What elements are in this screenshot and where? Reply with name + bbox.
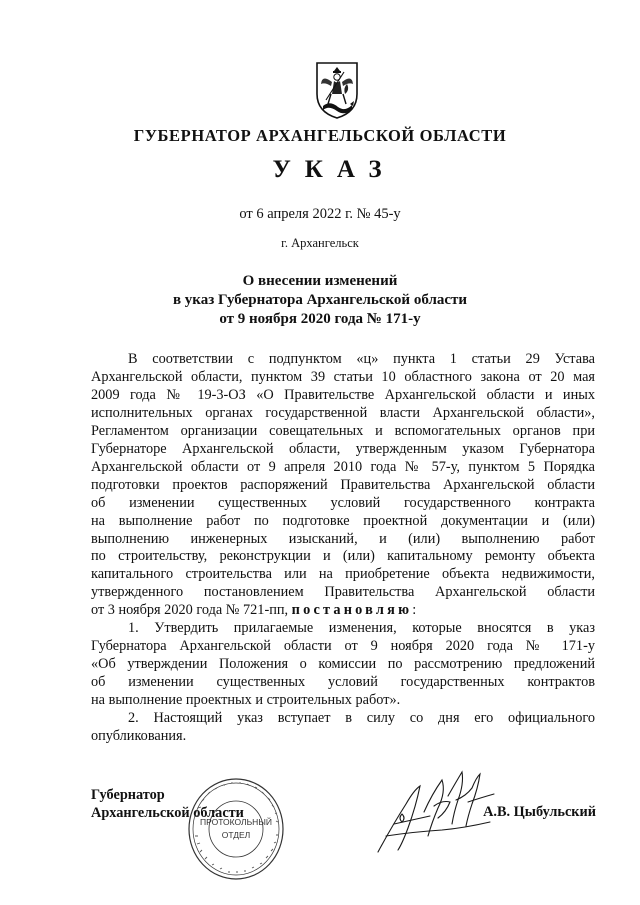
- preamble-colon: :: [412, 602, 417, 619]
- preamble-line: 2009 года № 19-3-ОЗ «О Правительстве Архангельской области и иных: [91, 386, 595, 403]
- decree-city: г. Архангельск: [281, 236, 359, 250]
- subject-line: от 9 ноября 2020 года № 171-у: [219, 311, 421, 327]
- preamble-line: Губернаторе Архангельской области, утвержденным указом Губернатора: [91, 440, 595, 457]
- stamp-text-line: ПРОТОКОЛЬНЫЙ: [200, 817, 272, 827]
- decree-heading: УКАЗ: [272, 156, 396, 183]
- item-2-line: опубликования.: [91, 728, 187, 745]
- preamble-line: выполнению инженерных изысканий, и (или) выполнению работ: [91, 530, 595, 547]
- official-stamp: [186, 776, 286, 882]
- decree-body: [91, 351, 595, 746]
- preamble-line: капитального строительства или на приобретение объекта недвижимости,: [91, 566, 595, 583]
- preamble-line: исполнительных органах государственной власти Архангельской области»,: [91, 404, 595, 421]
- preamble-line: В соответствии с подпунктом «ц» пункта 1 статьи 29 Устава: [128, 351, 595, 367]
- signatory-name: А.В. Цыбульский: [483, 804, 596, 820]
- item-1-line: об изменении существенных условий государственных контрактов: [91, 674, 595, 691]
- preamble-line: Регламентом организации совещательных и вспомогательных органов при: [91, 422, 595, 439]
- item-1-line: Губернатора Архангельской области от 9 ноября 2020 года № 171-у: [91, 638, 595, 655]
- item-2-line: 2. Настоящий указ вступает в силу со дня его официального: [128, 710, 595, 727]
- preamble-line: утвержденного постановлением Правительства Архангельской области: [91, 584, 595, 601]
- preamble-line: Архангельской области от 9 апреля 2010 года № 57-у, пунктом 5 Порядка: [91, 458, 595, 475]
- item-1-line: на выполнение проектных и строительных работ».: [91, 692, 401, 709]
- decree-date-number: от 6 апреля 2022 г. № 45-у: [239, 206, 401, 222]
- handwritten-signature: [372, 766, 500, 858]
- preamble-line: подготовки проектов распоряжений Правительства Архангельской области: [91, 476, 595, 493]
- preamble-last-text: от 3 ноября 2020 года № 721-пп,: [91, 602, 289, 619]
- preamble-last-line: [91, 602, 595, 620]
- preamble-line: Архангельской области, пунктом 39 статьи 10 областного закона от 20 мая: [91, 368, 595, 385]
- signatory-title-line: Архангельской области: [91, 805, 244, 821]
- subject-line: О внесении изменений: [242, 273, 398, 289]
- signatory-title-line: Губернатор: [91, 787, 165, 803]
- item-1-line: 1. Утвердить прилагаемые изменения, которые вносятся в указ: [128, 620, 595, 637]
- preamble-line: об изменении существенных условий государственного контракта: [91, 494, 595, 511]
- decree-verb: постановляю: [291, 602, 413, 619]
- stamp-text-line: ОТДЕЛ: [221, 830, 251, 840]
- item-1-line: «Об утверждении Положения о комиссии по рассмотрению предложений: [91, 656, 595, 673]
- governor-title: ГУБЕРНАТОР АРХАНГЕЛЬСКОЙ ОБЛАСТИ: [133, 126, 507, 145]
- decree-subject: [0, 272, 640, 329]
- coat-of-arms-emblem: [314, 60, 360, 120]
- preamble-line: на выполнение работ по подготовке проектной документации и (или): [91, 512, 595, 529]
- preamble-line: по строительству, реконструкции и (или) капитальному ремонту объекта: [91, 548, 595, 565]
- subject-line: в указ Губернатора Архангельской области: [172, 292, 468, 308]
